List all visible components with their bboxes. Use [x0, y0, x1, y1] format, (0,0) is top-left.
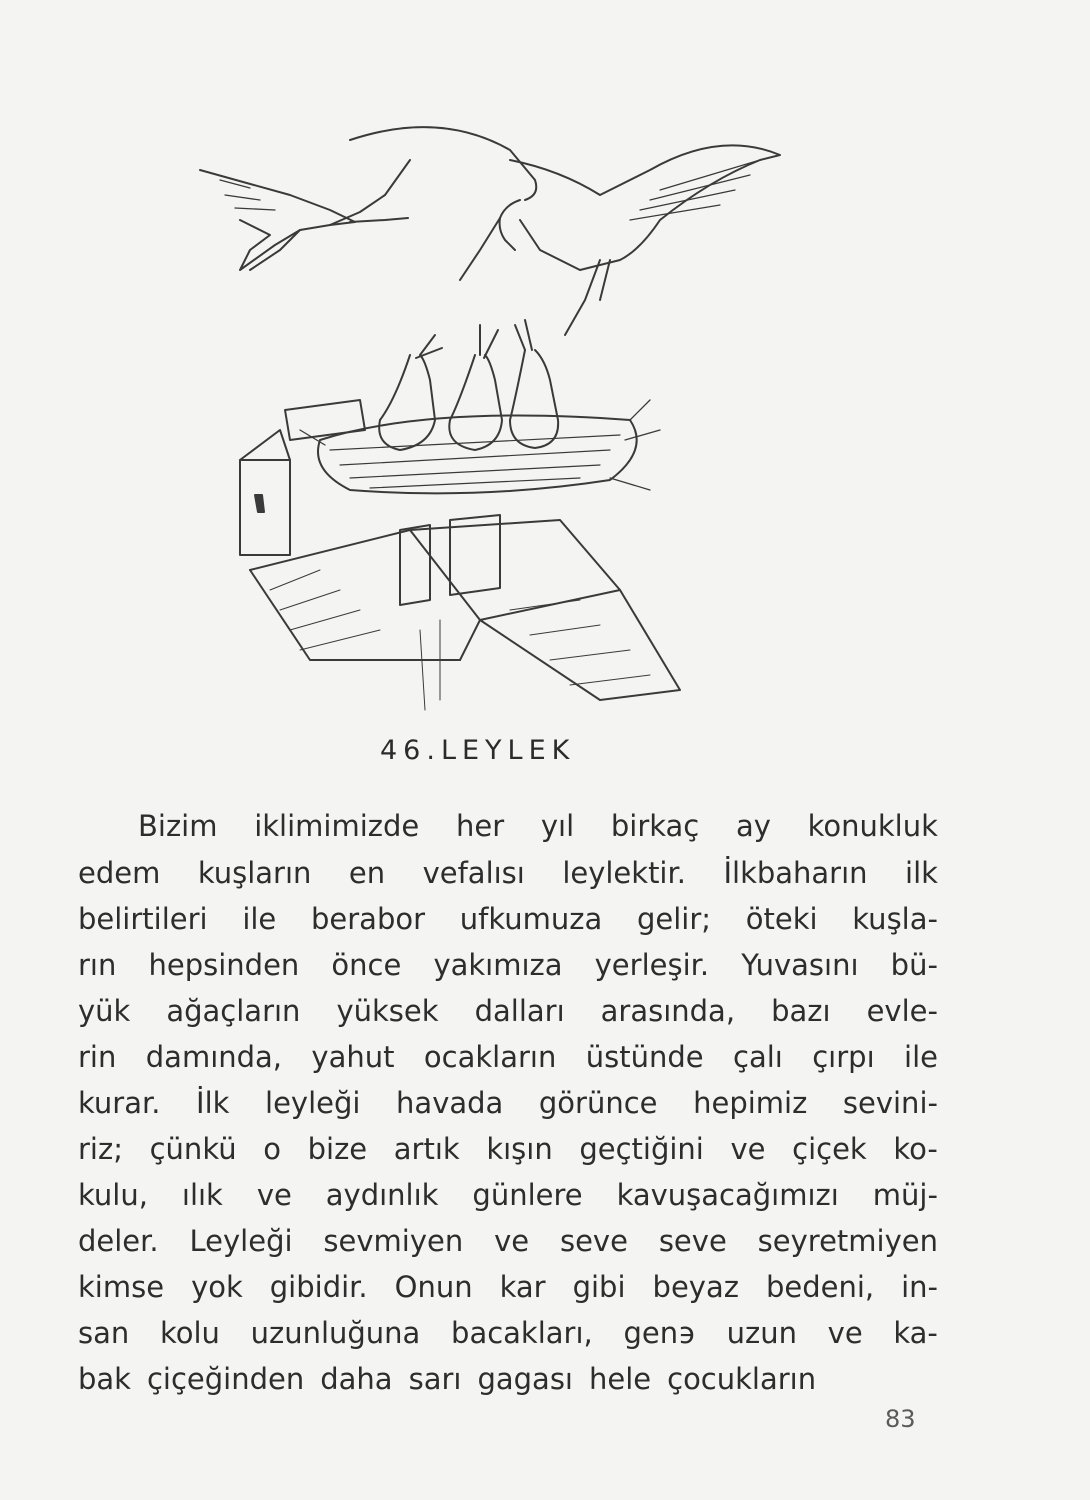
- word: en: [348, 856, 386, 890]
- word: dalları: [474, 994, 565, 1028]
- word: artık: [393, 1132, 460, 1166]
- word: konukluk: [807, 809, 938, 843]
- word: kulu,: [78, 1178, 148, 1212]
- word: kavuşacağımızı: [616, 1178, 839, 1212]
- word: ilk: [905, 856, 938, 890]
- word: leyleği: [265, 1086, 361, 1120]
- word: yakımıza: [433, 948, 563, 982]
- text-line: [78, 1269, 938, 1305]
- word: birkaç: [610, 809, 700, 843]
- word: riz;: [78, 1132, 123, 1166]
- word: ile: [904, 1040, 938, 1074]
- word: çocukların: [667, 1362, 817, 1396]
- word: geçtiğini: [579, 1132, 704, 1166]
- word: daha: [320, 1362, 393, 1396]
- word: bak: [78, 1362, 131, 1396]
- word: bü-: [890, 948, 938, 982]
- word: Bizim: [138, 809, 218, 843]
- word: vefalısı: [422, 856, 525, 890]
- word: seve: [658, 1224, 727, 1258]
- word: İlkbaharın: [723, 856, 868, 890]
- chapter-number: 46.: [380, 735, 441, 766]
- word: çiçeğinden: [146, 1362, 305, 1396]
- word: Onun: [394, 1270, 473, 1304]
- word: san: [78, 1316, 130, 1350]
- chapter-name: LEYLEK: [440, 735, 576, 766]
- word: gagası: [477, 1362, 573, 1396]
- word: beyaz: [652, 1270, 739, 1304]
- text-line: [78, 1131, 938, 1167]
- word: ay: [735, 809, 771, 843]
- word: müj-: [872, 1178, 938, 1212]
- word: Yuvasını: [741, 948, 859, 982]
- word: kuşla-: [852, 902, 938, 936]
- word: İlk: [196, 1086, 230, 1120]
- word: ocakların: [423, 1040, 557, 1074]
- word: kolu: [159, 1316, 220, 1350]
- text-line: [78, 1039, 938, 1075]
- word: yüksek: [336, 994, 439, 1028]
- word: evle-: [866, 994, 938, 1028]
- word: ufkumuza: [459, 902, 603, 936]
- word: bize: [307, 1132, 368, 1166]
- word: ka-: [893, 1316, 938, 1350]
- word: sarı: [408, 1362, 462, 1396]
- word: havada: [396, 1086, 504, 1120]
- word: yük: [78, 994, 131, 1028]
- word: yıl: [540, 809, 575, 843]
- word: hele: [589, 1362, 652, 1396]
- word: belirtileri: [78, 902, 208, 936]
- word: seyretmiyen: [757, 1224, 938, 1258]
- word: gen϶: [623, 1316, 696, 1350]
- word: hepsinden: [148, 948, 300, 982]
- word: yerleşir.: [594, 948, 710, 982]
- word: uzunluğuna: [250, 1316, 421, 1350]
- text-line: [78, 993, 938, 1029]
- word: üstünde: [585, 1040, 704, 1074]
- word: gelir;: [636, 902, 712, 936]
- word: in-: [901, 1270, 938, 1304]
- word: bacakları,: [451, 1316, 593, 1350]
- page-number: 83: [885, 1405, 916, 1433]
- word: ile: [242, 902, 277, 936]
- word: çırpı: [812, 1040, 875, 1074]
- word: ağaçların: [166, 994, 301, 1028]
- text-line: [78, 1315, 938, 1351]
- word: bazı: [771, 994, 831, 1028]
- word: Leyleği: [189, 1224, 293, 1258]
- word: aydınlık: [325, 1178, 439, 1212]
- word: ve: [827, 1316, 863, 1350]
- text-line: [138, 808, 938, 844]
- word: görünce: [538, 1086, 658, 1120]
- text-line: [78, 1177, 938, 1213]
- word: deler.: [78, 1224, 159, 1258]
- word: kar: [499, 1270, 546, 1304]
- word: hepimiz: [693, 1086, 808, 1120]
- word: kışın: [486, 1132, 553, 1166]
- word: berabor: [311, 902, 426, 936]
- text-line: [78, 1361, 938, 1397]
- text-line: [78, 855, 938, 891]
- word: çünkü: [149, 1132, 237, 1166]
- word: kurar.: [78, 1086, 161, 1120]
- word: ılık: [181, 1178, 223, 1212]
- word: bedeni,: [765, 1270, 875, 1304]
- word: iklimimizde: [254, 809, 420, 843]
- word: ko-: [893, 1132, 938, 1166]
- word: sevini-: [842, 1086, 938, 1120]
- word: yahut: [311, 1040, 395, 1074]
- word: gibi: [572, 1270, 626, 1304]
- word: edem: [78, 856, 161, 890]
- word: sevmiyen: [323, 1224, 464, 1258]
- word: öteki: [745, 902, 818, 936]
- word: rin: [78, 1040, 117, 1074]
- text-line: [78, 1223, 938, 1259]
- word: kuşların: [197, 856, 312, 890]
- word: gibidir.: [269, 1270, 368, 1304]
- word: günlere: [472, 1178, 583, 1212]
- word: her: [455, 809, 505, 843]
- word: önce: [331, 948, 402, 982]
- text-line: [78, 901, 938, 937]
- word: rın: [78, 948, 117, 982]
- word: damında,: [145, 1040, 283, 1074]
- word: ve: [730, 1132, 766, 1166]
- word: o: [263, 1132, 281, 1166]
- word: ve: [494, 1224, 530, 1258]
- text-line: [78, 1085, 938, 1121]
- word: kimse: [78, 1270, 165, 1304]
- word: çalı: [733, 1040, 783, 1074]
- word: ve: [256, 1178, 292, 1212]
- word: çiçek: [792, 1132, 867, 1166]
- word: yok: [191, 1270, 243, 1304]
- word: leylektir.: [562, 856, 686, 890]
- word: seve: [559, 1224, 628, 1258]
- word: uzun: [726, 1316, 797, 1350]
- word: arasında,: [600, 994, 736, 1028]
- text-line: [78, 947, 938, 983]
